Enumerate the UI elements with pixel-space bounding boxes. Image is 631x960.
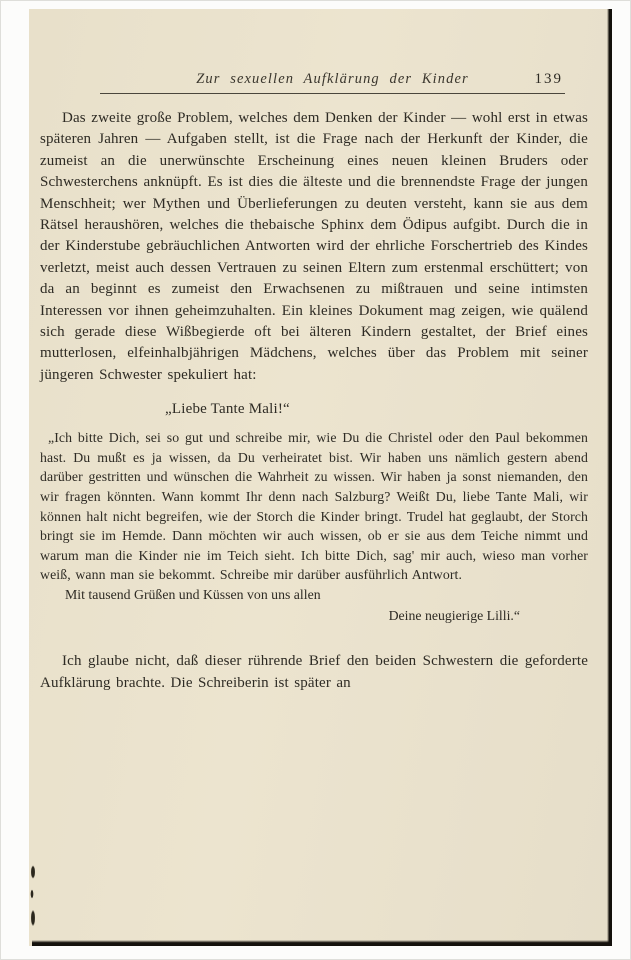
letter-signature: Deine neugierige Lilli.“ xyxy=(388,607,520,623)
scan-blemish xyxy=(29,860,41,930)
paragraph-final: Ich glaube nicht, daß dieser rührende Brief den beiden Schwestern die geforderte Aufklärung brachte. Die Schreiberin ist später an xyxy=(40,653,588,691)
paragraph-main: Das zweite große Problem, welches dem Denken der Kinder — wohl erst in etwas späteren Jahren — Aufgaben stellt, ist die Frage nach der Herkunft der Kinder, die zumeist an die unerwünschte Erscheinung eines neuen kleinen Bruders oder Schwesterchens anknüpft. Es ist dies die älteste und die brennendste Frage der jungen Menschheit; wer Mythen und Überlieferungen zu deuten versteht, kann sie aus dem Rätsel heraushören, welches die thebaische Sphinx dem Ödipus aufgibt. Durch die in der Kinderstube gebräuchlichen Antworten wird der ehrliche Forschertrieb des Kindes verletzt, meist auch dessen Vertrauen zu seinen Eltern zum erstenmal erschüttert; von da an beginnt es zumeist den Erwachsenen zu mißtrauen und seine intimsten Interessen vor ihnen geheimzuhalten. Ein kleines Dokument mag zeigen, wie quälend sich gerade diese Wißbegierde oft bei älteren Kindern gestaltet, der Brief eines mutterlosen, elfeinhalbjährigen Mädchens, welches über das Problem mit seiner jüngeren Schwester spekuliert hat: xyxy=(40,110,588,383)
letter-salutation: „Liebe Tante Mali!“ xyxy=(165,401,290,418)
running-head-title: Zur sexuellen Aufklärung der Kinder xyxy=(196,71,469,87)
letter-closing: Mit tausend Grüßen und Küssen von uns allen xyxy=(65,587,321,603)
page-edge-shadow-right xyxy=(607,9,612,946)
running-head xyxy=(100,71,565,94)
letter-body: „Ich bitte Dich, sei so gut und schreibe mir, wie Du die Christel oder den Paul bekommen hast. Du mußt es ja wissen, da Du verheiratet bist. Wir haben uns nämlich gestern abend darüber gestritten und wünschen die Wahrheit zu wissen. Wir haben ja sonst niemanden, den wir fragen könnten. Wann kommt Ihr denn nach Salzburg? Weißt Du, liebe Tante Mali, wir können halt nicht begreifen, wie der Storch die Kinder bringt. Trudel hat geglaubt, der Storch bringt sie im Hemde. Dann möchten wir auch wissen, ob er sie aus dem Teiche nimmt und warum man die Kinder nie im Teich sieht. Ich bitte Dich, sag' mir auch, wieso man vorher weiß, wann man sie bekommt. Schreibe mir darüber ausführlich Antwort. xyxy=(40,430,588,583)
book-page xyxy=(29,9,612,946)
page-number: 139 xyxy=(534,71,563,87)
page-content xyxy=(29,108,612,694)
page-edge-shadow-bottom xyxy=(32,940,612,946)
